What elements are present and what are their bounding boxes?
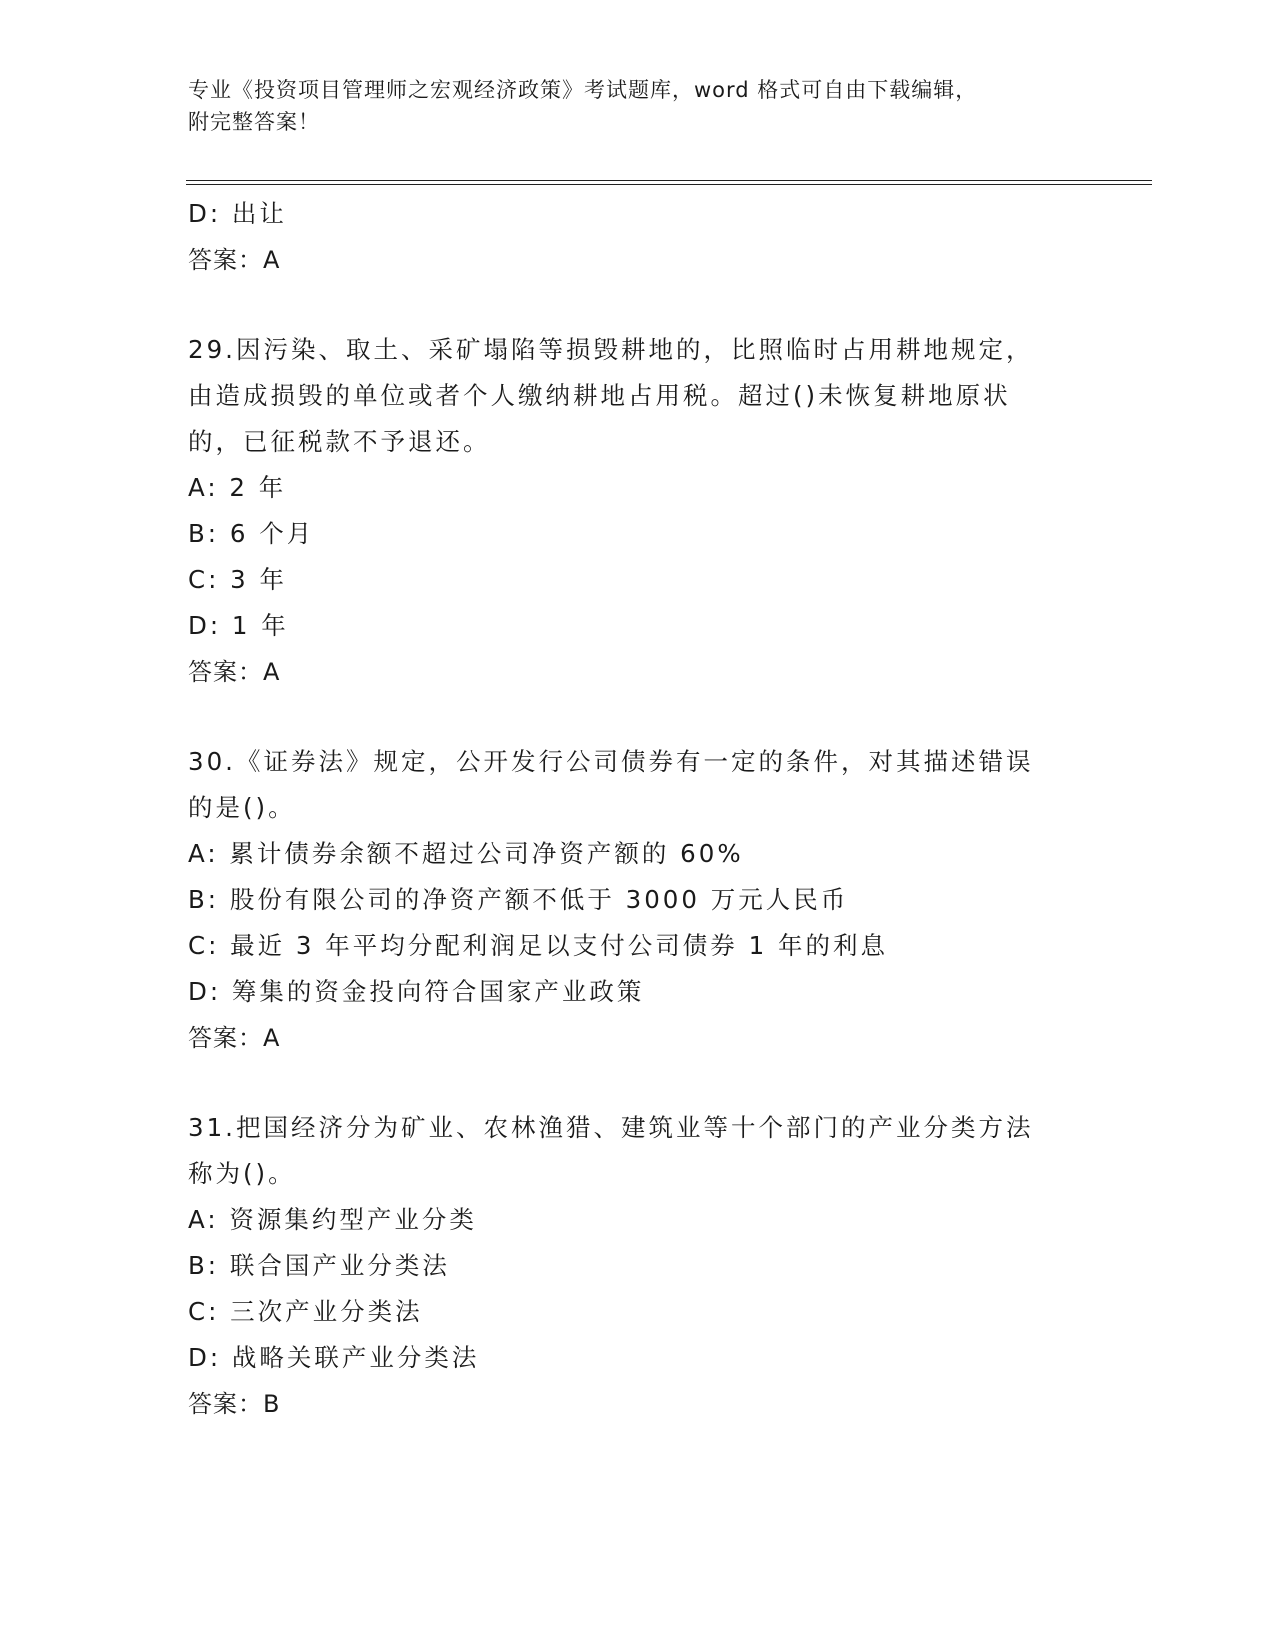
option-d: D: 战略关联产业分类法 — [188, 1343, 480, 1372]
option-a: A: 累计债券余额不超过公司净资产额的 60% — [188, 839, 744, 868]
option-b: B: 股份有限公司的净资产额不低于 3000 万元人民币 — [188, 885, 849, 914]
question-stem-line: 称为()。 — [188, 1159, 296, 1188]
question-gap — [188, 695, 1088, 739]
question-stem-line: 的是()。 — [188, 793, 296, 822]
question-gap — [188, 1061, 1088, 1105]
header-line-1: 专业《投资项目管理师之宏观经济政策》考试题库，word 格式可自由下载编辑， — [188, 78, 978, 102]
question-stem-line: 由造成损毁的单位或者个人缴纳耕地占用税。超过()未恢复耕地原状 — [188, 381, 1011, 410]
question-29 — [188, 327, 1088, 695]
document-header — [188, 74, 1088, 138]
question-stem-line: 的，已征税款不予退还。 — [188, 427, 491, 456]
question-30 — [188, 739, 1088, 1061]
question-stem-line: 31.把国经济分为矿业、农林渔猎、建筑业等十个部门的产业分类方法 — [188, 1113, 1034, 1142]
header-divider-top — [186, 180, 1152, 181]
header-line-2: 附完整答案！ — [188, 110, 320, 134]
answer-line: 答案：A — [188, 658, 281, 686]
option-a: A: 资源集约型产业分类 — [188, 1205, 477, 1234]
option-c: C: 3 年 — [188, 565, 288, 594]
answer-line: 答案：A — [188, 1024, 281, 1052]
question-31 — [188, 1105, 1088, 1427]
question-gap — [188, 283, 1088, 327]
answer-line: 答案：B — [188, 1390, 281, 1418]
question-stem-line: 29.因污染、取土、采矿塌陷等损毁耕地的，比照临时占用耕地规定， — [188, 335, 1034, 364]
option-b: B: 6 个月 — [188, 519, 315, 548]
option-a: A: 2 年 — [188, 473, 287, 502]
option-c: C: 最近 3 年平均分配利润足以支付公司债券 1 年的利息 — [188, 931, 888, 960]
document-body — [188, 191, 1088, 1427]
option-c: C: 三次产业分类法 — [188, 1297, 423, 1326]
option-d: D: 1 年 — [188, 611, 289, 640]
option-d: D: 出让 — [188, 199, 287, 228]
option-d: D: 筹集的资金投向符合国家产业政策 — [188, 977, 645, 1006]
header-divider-bottom — [186, 184, 1152, 185]
question-stem-line: 30.《证券法》规定，公开发行公司债券有一定的条件，对其描述错误 — [188, 747, 1034, 776]
option-b: B: 联合国产业分类法 — [188, 1251, 450, 1280]
answer-line: 答案：A — [188, 246, 281, 274]
